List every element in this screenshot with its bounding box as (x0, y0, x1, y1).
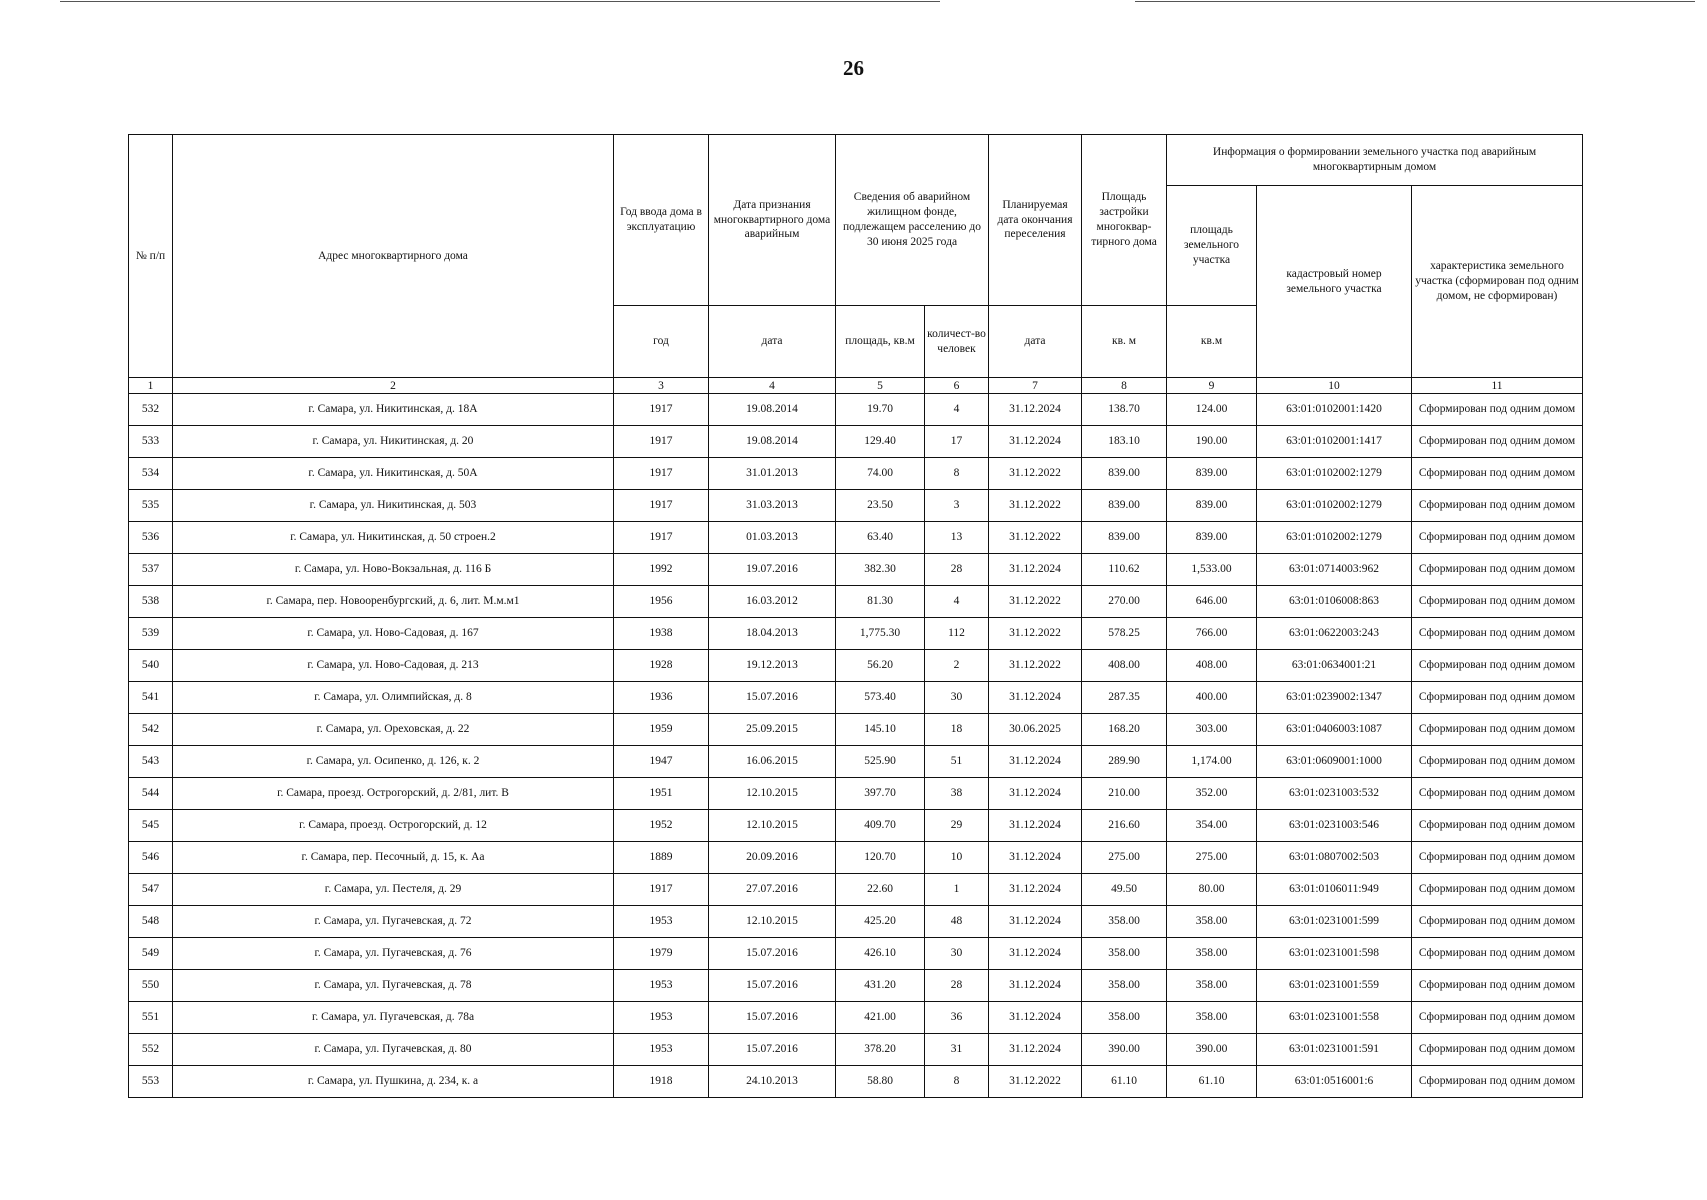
row-year-built: 1917 (614, 458, 709, 490)
row-cadastral: 63:01:0231001:599 (1257, 906, 1412, 938)
row-cadastral: 63:01:0102001:1420 (1257, 394, 1412, 426)
row-area: 525.90 (836, 746, 925, 778)
row-year-built: 1953 (614, 970, 709, 1002)
row-land-area: 390.00 (1167, 1034, 1257, 1066)
row-year-built: 1959 (614, 714, 709, 746)
table-row (129, 458, 1583, 490)
row-date-declared: 15.07.2016 (709, 682, 836, 714)
row-land-status: Сформирован под одним домом (1412, 746, 1583, 778)
row-land-area: 646.00 (1167, 586, 1257, 618)
row-building-area: 110.62 (1082, 554, 1167, 586)
header-unit-date: дата (709, 306, 836, 378)
row-number: 553 (129, 1066, 173, 1098)
table-row (129, 842, 1583, 874)
row-cadastral: 63:01:0634001:21 (1257, 650, 1412, 682)
row-people: 4 (925, 586, 989, 618)
row-date-declared: 19.08.2014 (709, 426, 836, 458)
row-address: г. Самара, ул. Осипенко, д. 126, к. 2 (173, 746, 614, 778)
col-number: 10 (1257, 378, 1412, 394)
row-address: г. Самара, проезд. Острогорский, д. 2/81, лит. В (173, 778, 614, 810)
row-land-status: Сформирован под одним домом (1412, 650, 1583, 682)
row-land-area: 1,533.00 (1167, 554, 1257, 586)
header-unit-date2: дата (989, 306, 1082, 378)
row-land-status: Сформирован под одним домом (1412, 394, 1583, 426)
row-land-area: 275.00 (1167, 842, 1257, 874)
row-building-area: 408.00 (1082, 650, 1167, 682)
row-land-status: Сформирован под одним домом (1412, 458, 1583, 490)
row-cadastral: 63:01:0516001:6 (1257, 1066, 1412, 1098)
header-land-area: площадь земельного участка (1167, 186, 1257, 306)
row-land-area: 358.00 (1167, 906, 1257, 938)
row-land-status: Сформирован под одним домом (1412, 682, 1583, 714)
header-no: № п/п (129, 135, 173, 378)
row-number: 543 (129, 746, 173, 778)
row-people: 48 (925, 906, 989, 938)
row-people: 18 (925, 714, 989, 746)
row-planned-end: 31.12.2022 (989, 458, 1082, 490)
row-date-declared: 18.04.2013 (709, 618, 836, 650)
table-row (129, 1002, 1583, 1034)
row-year-built: 1953 (614, 906, 709, 938)
row-people: 36 (925, 1002, 989, 1034)
table-row (129, 650, 1583, 682)
row-planned-end: 31.12.2024 (989, 842, 1082, 874)
row-land-status: Сформирован под одним домом (1412, 970, 1583, 1002)
row-cadastral: 63:01:0102002:1279 (1257, 522, 1412, 554)
row-planned-end: 31.12.2022 (989, 1066, 1082, 1098)
row-cadastral: 63:01:0231001:558 (1257, 1002, 1412, 1034)
row-land-area: 190.00 (1167, 426, 1257, 458)
col-number: 7 (989, 378, 1082, 394)
row-building-area: 839.00 (1082, 522, 1167, 554)
row-year-built: 1956 (614, 586, 709, 618)
table-row (129, 682, 1583, 714)
row-building-area: 289.90 (1082, 746, 1167, 778)
row-people: 51 (925, 746, 989, 778)
row-year-built: 1889 (614, 842, 709, 874)
row-planned-end: 31.12.2022 (989, 490, 1082, 522)
col-number: 9 (1167, 378, 1257, 394)
row-cadastral: 63:01:0102001:1417 (1257, 426, 1412, 458)
row-building-area: 358.00 (1082, 938, 1167, 970)
row-number: 537 (129, 554, 173, 586)
row-number: 541 (129, 682, 173, 714)
row-land-area: 766.00 (1167, 618, 1257, 650)
row-area: 431.20 (836, 970, 925, 1002)
page-number: 26 (843, 56, 864, 80)
table-row (129, 714, 1583, 746)
row-planned-end: 31.12.2024 (989, 554, 1082, 586)
row-land-status: Сформирован под одним домом (1412, 490, 1583, 522)
row-building-area: 210.00 (1082, 778, 1167, 810)
row-number: 548 (129, 906, 173, 938)
row-land-area: 839.00 (1167, 490, 1257, 522)
row-building-area: 358.00 (1082, 906, 1167, 938)
row-area: 382.30 (836, 554, 925, 586)
row-area: 19.70 (836, 394, 925, 426)
row-land-status: Сформирован под одним домом (1412, 874, 1583, 906)
row-year-built: 1953 (614, 1002, 709, 1034)
row-year-built: 1917 (614, 874, 709, 906)
row-building-area: 275.00 (1082, 842, 1167, 874)
row-cadastral: 63:01:0622003:243 (1257, 618, 1412, 650)
row-building-area: 287.35 (1082, 682, 1167, 714)
row-land-area: 839.00 (1167, 458, 1257, 490)
table-row (129, 554, 1583, 586)
row-land-area: 303.00 (1167, 714, 1257, 746)
row-year-built: 1917 (614, 394, 709, 426)
row-land-status: Сформирован под одним домом (1412, 426, 1583, 458)
row-planned-end: 31.12.2024 (989, 810, 1082, 842)
table-row (129, 1034, 1583, 1066)
row-area: 23.50 (836, 490, 925, 522)
row-date-declared: 15.07.2016 (709, 938, 836, 970)
table-row (129, 1066, 1583, 1098)
col-number: 1 (129, 378, 173, 394)
row-planned-end: 31.12.2024 (989, 426, 1082, 458)
row-number: 536 (129, 522, 173, 554)
row-area: 409.70 (836, 810, 925, 842)
table-row (129, 394, 1583, 426)
row-people: 31 (925, 1034, 989, 1066)
row-date-declared: 01.03.2013 (709, 522, 836, 554)
header-unit-area: площадь, кв.м (836, 306, 925, 378)
row-date-declared: 25.09.2015 (709, 714, 836, 746)
row-area: 573.40 (836, 682, 925, 714)
row-date-declared: 15.07.2016 (709, 1034, 836, 1066)
header-address: Адрес многоквартирного дома (173, 135, 614, 378)
row-address: г. Самара, пер. Новооренбургский, д. 6, лит. М.м.м1 (173, 586, 614, 618)
row-number: 551 (129, 1002, 173, 1034)
row-planned-end: 31.12.2024 (989, 970, 1082, 1002)
row-land-status: Сформирован под одним домом (1412, 938, 1583, 970)
row-building-area: 61.10 (1082, 1066, 1167, 1098)
row-planned-end: 30.06.2025 (989, 714, 1082, 746)
header-building-area: Площадь застройки многоквар-тирного дома (1082, 135, 1167, 306)
row-cadastral: 63:01:0102002:1279 (1257, 458, 1412, 490)
row-address: г. Самара, ул. Пугачевская, д. 76 (173, 938, 614, 970)
header-year-built: Год ввода дома в эксплуатацию (614, 135, 709, 306)
table-row (129, 618, 1583, 650)
row-people: 13 (925, 522, 989, 554)
row-number: 542 (129, 714, 173, 746)
row-address: г. Самара, ул. Ново-Садовая, д. 213 (173, 650, 614, 682)
header-fund-info: Сведения об аварийном жилищном фонде, подлежащем расселению до 30 июня 2025 года (836, 135, 989, 306)
row-people: 28 (925, 554, 989, 586)
row-address: г. Самара, ул. Пугачевская, д. 80 (173, 1034, 614, 1066)
row-address: г. Самара, ул. Пугачевская, д. 78 (173, 970, 614, 1002)
table-row (129, 874, 1583, 906)
row-year-built: 1928 (614, 650, 709, 682)
row-number: 547 (129, 874, 173, 906)
row-number: 545 (129, 810, 173, 842)
row-people: 8 (925, 458, 989, 490)
row-planned-end: 31.12.2024 (989, 394, 1082, 426)
row-land-status: Сформирован под одним домом (1412, 1034, 1583, 1066)
header-cadastral: кадастровый номер земельного участка (1257, 186, 1412, 378)
row-area: 1,775.30 (836, 618, 925, 650)
row-date-declared: 27.07.2016 (709, 874, 836, 906)
row-date-declared: 16.03.2012 (709, 586, 836, 618)
row-date-declared: 19.08.2014 (709, 394, 836, 426)
row-land-area: 358.00 (1167, 938, 1257, 970)
row-land-status: Сформирован под одним домом (1412, 842, 1583, 874)
row-year-built: 1938 (614, 618, 709, 650)
col-number: 6 (925, 378, 989, 394)
row-land-status: Сформирован под одним домом (1412, 522, 1583, 554)
row-people: 29 (925, 810, 989, 842)
row-area: 56.20 (836, 650, 925, 682)
row-cadastral: 63:01:0231003:546 (1257, 810, 1412, 842)
row-number: 552 (129, 1034, 173, 1066)
table-row (129, 746, 1583, 778)
row-date-declared: 15.07.2016 (709, 1002, 836, 1034)
header-unit-sqm: кв. м (1082, 306, 1167, 378)
row-address: г. Самара, пер. Песочный, д. 15, к. Аа (173, 842, 614, 874)
row-date-declared: 19.12.2013 (709, 650, 836, 682)
row-land-status: Сформирован под одним домом (1412, 586, 1583, 618)
row-number: 544 (129, 778, 173, 810)
header-date-declared: Дата признания многоквартирного дома аварийным (709, 135, 836, 306)
row-date-declared: 24.10.2013 (709, 1066, 836, 1098)
row-area: 58.80 (836, 1066, 925, 1098)
row-building-area: 49.50 (1082, 874, 1167, 906)
row-land-area: 354.00 (1167, 810, 1257, 842)
row-number: 533 (129, 426, 173, 458)
row-address: г. Самара, ул. Пестеля, д. 29 (173, 874, 614, 906)
row-land-area: 400.00 (1167, 682, 1257, 714)
row-year-built: 1936 (614, 682, 709, 714)
table-row (129, 906, 1583, 938)
row-building-area: 390.00 (1082, 1034, 1167, 1066)
table-row (129, 586, 1583, 618)
row-planned-end: 31.12.2022 (989, 618, 1082, 650)
table-row (129, 778, 1583, 810)
row-people: 38 (925, 778, 989, 810)
row-address: г. Самара, ул. Никитинская, д. 20 (173, 426, 614, 458)
row-address: г. Самара, ул. Никитинская, д. 503 (173, 490, 614, 522)
row-address: г. Самара, ул. Никитинская, д. 18А (173, 394, 614, 426)
row-area: 378.20 (836, 1034, 925, 1066)
row-number: 549 (129, 938, 173, 970)
row-building-area: 358.00 (1082, 970, 1167, 1002)
row-area: 129.40 (836, 426, 925, 458)
row-address: г. Самара, ул. Пушкина, д. 234, к. а (173, 1066, 614, 1098)
row-cadastral: 63:01:0231001:591 (1257, 1034, 1412, 1066)
row-land-status: Сформирован под одним домом (1412, 554, 1583, 586)
row-year-built: 1918 (614, 1066, 709, 1098)
header-unit-sqm2: кв.м (1167, 306, 1257, 378)
col-number: 2 (173, 378, 614, 394)
row-cadastral: 63:01:0406003:1087 (1257, 714, 1412, 746)
row-number: 550 (129, 970, 173, 1002)
row-building-area: 839.00 (1082, 490, 1167, 522)
row-cadastral: 63:01:0106011:949 (1257, 874, 1412, 906)
col-number: 5 (836, 378, 925, 394)
row-building-area: 578.25 (1082, 618, 1167, 650)
header-land-char: характеристика земельного участка (сформирован под одним домом, не сформирован) (1412, 186, 1583, 378)
table-row (129, 810, 1583, 842)
row-number: 534 (129, 458, 173, 490)
row-planned-end: 31.12.2024 (989, 682, 1082, 714)
row-planned-end: 31.12.2022 (989, 650, 1082, 682)
row-date-declared: 16.06.2015 (709, 746, 836, 778)
row-people: 4 (925, 394, 989, 426)
row-number: 535 (129, 490, 173, 522)
table-row (129, 970, 1583, 1002)
row-planned-end: 31.12.2024 (989, 906, 1082, 938)
row-land-area: 124.00 (1167, 394, 1257, 426)
row-area: 426.10 (836, 938, 925, 970)
row-cadastral: 63:01:0106008:863 (1257, 586, 1412, 618)
row-number: 538 (129, 586, 173, 618)
row-land-area: 352.00 (1167, 778, 1257, 810)
row-area: 81.30 (836, 586, 925, 618)
row-number: 539 (129, 618, 173, 650)
row-land-area: 408.00 (1167, 650, 1257, 682)
row-land-status: Сформирован под одним домом (1412, 810, 1583, 842)
row-building-area: 358.00 (1082, 1002, 1167, 1034)
row-area: 120.70 (836, 842, 925, 874)
table-row (129, 522, 1583, 554)
row-land-status: Сформирован под одним домом (1412, 1002, 1583, 1034)
row-number: 540 (129, 650, 173, 682)
row-cadastral: 63:01:0609001:1000 (1257, 746, 1412, 778)
row-area: 145.10 (836, 714, 925, 746)
row-planned-end: 31.12.2024 (989, 874, 1082, 906)
row-planned-end: 31.12.2024 (989, 1002, 1082, 1034)
row-date-declared: 19.07.2016 (709, 554, 836, 586)
row-land-area: 80.00 (1167, 874, 1257, 906)
header-unit-people: количест-во человек (925, 306, 989, 378)
row-address: г. Самара, ул. Ореховская, д. 22 (173, 714, 614, 746)
row-building-area: 183.10 (1082, 426, 1167, 458)
row-land-status: Сформирован под одним домом (1412, 714, 1583, 746)
row-year-built: 1917 (614, 490, 709, 522)
col-number: 11 (1412, 378, 1583, 394)
row-cadastral: 63:01:0231001:559 (1257, 970, 1412, 1002)
row-building-area: 270.00 (1082, 586, 1167, 618)
row-land-area: 358.00 (1167, 1002, 1257, 1034)
row-address: г. Самара, ул. Пугачевская, д. 72 (173, 906, 614, 938)
row-address: г. Самара, проезд. Острогорский, д. 12 (173, 810, 614, 842)
row-area: 421.00 (836, 1002, 925, 1034)
row-cadastral: 63:01:0714003:962 (1257, 554, 1412, 586)
row-area: 397.70 (836, 778, 925, 810)
row-land-status: Сформирован под одним домом (1412, 906, 1583, 938)
row-year-built: 1947 (614, 746, 709, 778)
row-people: 2 (925, 650, 989, 682)
col-number: 4 (709, 378, 836, 394)
row-cadastral: 63:01:0102002:1279 (1257, 490, 1412, 522)
row-year-built: 1952 (614, 810, 709, 842)
row-people: 30 (925, 682, 989, 714)
row-people: 10 (925, 842, 989, 874)
row-people: 3 (925, 490, 989, 522)
table-row (129, 490, 1583, 522)
row-address: г. Самара, ул. Пугачевская, д. 78а (173, 1002, 614, 1034)
row-year-built: 1953 (614, 1034, 709, 1066)
row-people: 30 (925, 938, 989, 970)
row-number: 532 (129, 394, 173, 426)
row-people: 1 (925, 874, 989, 906)
row-date-declared: 12.10.2015 (709, 906, 836, 938)
row-land-area: 1,174.00 (1167, 746, 1257, 778)
row-year-built: 1979 (614, 938, 709, 970)
row-date-declared: 15.07.2016 (709, 970, 836, 1002)
table-row (129, 426, 1583, 458)
scan-edge-top-left (60, 1, 940, 2)
row-building-area: 138.70 (1082, 394, 1167, 426)
scan-edge-top-right (1135, 1, 1695, 2)
row-cadastral: 63:01:0807002:503 (1257, 842, 1412, 874)
row-address: г. Самара, ул. Никитинская, д. 50 строен.2 (173, 522, 614, 554)
row-year-built: 1917 (614, 522, 709, 554)
row-area: 425.20 (836, 906, 925, 938)
header-land-info: Информация о формировании земельного участка под аварийным многоквартирным домом (1167, 135, 1583, 186)
row-date-declared: 20.09.2016 (709, 842, 836, 874)
row-planned-end: 31.12.2022 (989, 586, 1082, 618)
row-address: г. Самара, ул. Ново-Вокзальная, д. 116 Б (173, 554, 614, 586)
table-row (129, 938, 1583, 970)
row-address: г. Самара, ул. Ново-Садовая, д. 167 (173, 618, 614, 650)
row-land-status: Сформирован под одним домом (1412, 778, 1583, 810)
row-area: 74.00 (836, 458, 925, 490)
row-land-area: 839.00 (1167, 522, 1257, 554)
table-body (129, 394, 1583, 1098)
row-area: 22.60 (836, 874, 925, 906)
row-building-area: 168.20 (1082, 714, 1167, 746)
row-building-area: 839.00 (1082, 458, 1167, 490)
row-planned-end: 31.12.2024 (989, 938, 1082, 970)
row-land-status: Сформирован под одним домом (1412, 1066, 1583, 1098)
header-unit-year: год (614, 306, 709, 378)
row-planned-end: 31.12.2024 (989, 778, 1082, 810)
row-year-built: 1917 (614, 426, 709, 458)
row-number: 546 (129, 842, 173, 874)
row-cadastral: 63:01:0231003:532 (1257, 778, 1412, 810)
row-area: 63.40 (836, 522, 925, 554)
row-planned-end: 31.12.2022 (989, 522, 1082, 554)
emergency-housing-table (128, 134, 1583, 1098)
row-year-built: 1951 (614, 778, 709, 810)
row-address: г. Самара, ул. Олимпийская, д. 8 (173, 682, 614, 714)
row-land-status: Сформирован под одним домом (1412, 618, 1583, 650)
row-date-declared: 12.10.2015 (709, 810, 836, 842)
row-people: 8 (925, 1066, 989, 1098)
row-land-area: 61.10 (1167, 1066, 1257, 1098)
row-cadastral: 63:01:0231001:598 (1257, 938, 1412, 970)
row-address: г. Самара, ул. Никитинская, д. 50А (173, 458, 614, 490)
row-date-declared: 31.01.2013 (709, 458, 836, 490)
row-date-declared: 31.03.2013 (709, 490, 836, 522)
row-building-area: 216.60 (1082, 810, 1167, 842)
row-planned-end: 31.12.2024 (989, 1034, 1082, 1066)
col-number: 8 (1082, 378, 1167, 394)
col-number: 3 (614, 378, 709, 394)
column-number-row (129, 378, 1583, 394)
row-people: 17 (925, 426, 989, 458)
row-cadastral: 63:01:0239002:1347 (1257, 682, 1412, 714)
row-date-declared: 12.10.2015 (709, 778, 836, 810)
header-planned-end: Планируемая дата окончания переселения (989, 135, 1082, 306)
row-year-built: 1992 (614, 554, 709, 586)
row-people: 112 (925, 618, 989, 650)
row-people: 28 (925, 970, 989, 1002)
row-land-area: 358.00 (1167, 970, 1257, 1002)
row-planned-end: 31.12.2024 (989, 746, 1082, 778)
